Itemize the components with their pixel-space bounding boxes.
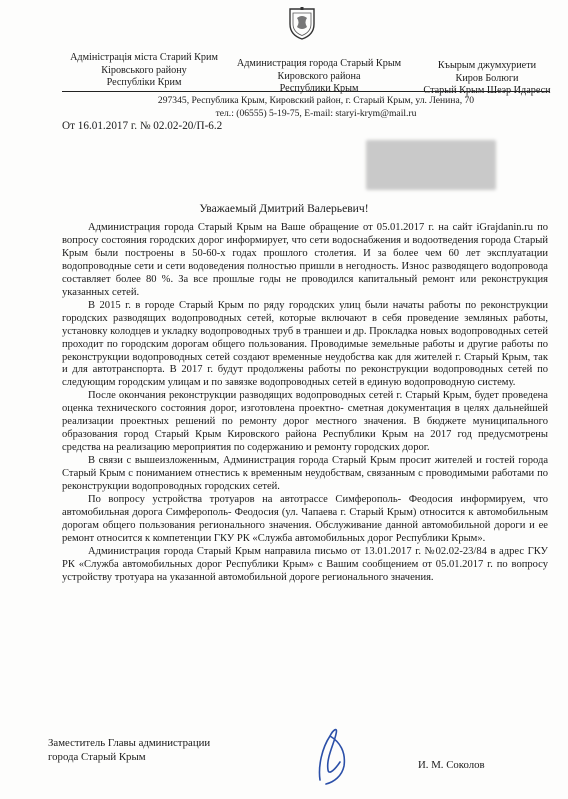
header-right-line: Киров Болюги	[455, 72, 519, 84]
signatory-position-line: города Старый Крым	[48, 750, 146, 763]
handwritten-signature	[300, 718, 356, 788]
contact-line: тел.: (06555) 5-19-75, E-mail: staryi-krym@mail.ru	[215, 107, 417, 119]
letter-body	[62, 222, 548, 585]
signatory-name: И. М. Соколов	[418, 759, 485, 771]
body-paragraph: В 2015 г. в городе Старый Крым по ряду городских улиц были начаты работы по реконструкции городских разводящих водопроводных сетей, которые включают в себя проведение земляных работы, установку колодцев и укладку водопроводных труб в траншеи и др. Прокладка новых водопроводных сетей проходит по городским дорогам общего пользования. Проводимые земельные работы и другие работы по реконструкции водопроводных сетей создают временные неудобства как для жителей г. Старый Крым, так и для автотранспорта. В 2017 г. будут продолжены работы по реконструкции водопроводных сетей по следующим городским улицам и по завязке водопроводных сетей в единую водопроводную систему.	[62, 299, 548, 389]
signatory-position-line: Заместитель Главы администрации	[48, 737, 211, 749]
signatory-position	[48, 737, 210, 764]
address-block	[146, 95, 486, 121]
header-left-line: Республіки Крим	[106, 77, 182, 89]
header-crimean-tatar-block	[412, 60, 562, 98]
redacted-addressee	[366, 140, 496, 190]
body-paragraph: По вопросу устройства тротуаров на автотрассе Симферополь- Феодосия информируем, что автомобильная дорога Симферополь- Феодосия (ул. Чапаева г. Старый Крым) относится к автомобильным дорогам общего пользования регионального значения. Обслуживание данной автомобильной дороги и ее ремонт относится к компетенции ГКУ РК «Служба автомобильных дорог Республики Крым».	[62, 494, 548, 544]
header-middle-line: Кировского района	[277, 70, 361, 82]
body-paragraph: В связи с вышеизложенным, Администрация города Старый Крым просит жителей и гостей города Старый Крым с пониманием отнестись к временным неудобствам, связанным с проводимыми работами по реконструкции водопроводных городских сетей.	[62, 455, 548, 493]
header-middle-line: Республики Крым	[279, 83, 359, 95]
body-paragraph: Администрация города Старый Крым направила письмо от 13.01.2017 г. №02.02-23/84 в адрес ГКУ РК «Служба автомобильных дорог Республики Крым» с Вашим сообщением от 05.01.2017 г. по вопросу устройству тротуара на указанной автомобильной дороге регионального значения.	[62, 545, 548, 583]
header-ukrainian-block	[54, 52, 234, 90]
header-right-line: Старый Крым Шеэр Идареси	[423, 85, 551, 97]
postal-address: 297345, Республика Крым, Кировский район, г. Старый Крым, ул. Ленина, 70	[157, 95, 475, 106]
coat-of-arms-emblem	[288, 6, 316, 40]
body-paragraph: После окончания реконструкции разводящих водопроводных сетей г. Старый Крым, будет проведена оценка технического состояния дорог, изготовлена проектно- сметная документация в целях дальнейшей реализации проектных решений по ремонту дорог местного значения. В бюджете муниципального образования город Старый Крым Кировского района Республики Крым на 2017 год предусмотрены средства на реализацию мероприятия по содержанию и ремонту городских дорог.	[62, 390, 548, 454]
salutation: Уважаемый Дмитрий Валерьевич!	[199, 202, 369, 215]
header-middle-line: Администрация города Старый Крым	[236, 58, 402, 69]
header-right-line: Къырым джумхуриети	[437, 60, 537, 71]
outgoing-reference-number: От 16.01.2017 г. № 02.02-20/П-6.2	[62, 120, 223, 132]
header-divider	[62, 91, 550, 92]
header-left-line: Кіровського району	[101, 64, 187, 76]
body-paragraph: Администрация города Старый Крым на Ваше обращение от 05.01.2017 г. на сайт iGrajdanin.ru по вопросу состояния городских дорог информирует, что сети водоснабжения и водоотведения города Старый Крым были построены в 50-60-х годах прошлого столетия. И за более чем 60 лет эксплуатации водопроводные сети и сети водоведения полностью пришли в негодность. Износ разводящего водопровода составляет более 80 %. За все прошлые годы не проводился капитальный ремонт или реконструкция указанных сетей.	[62, 222, 548, 298]
header-left-line: Адміністрація міста Старий Крим	[70, 52, 218, 63]
